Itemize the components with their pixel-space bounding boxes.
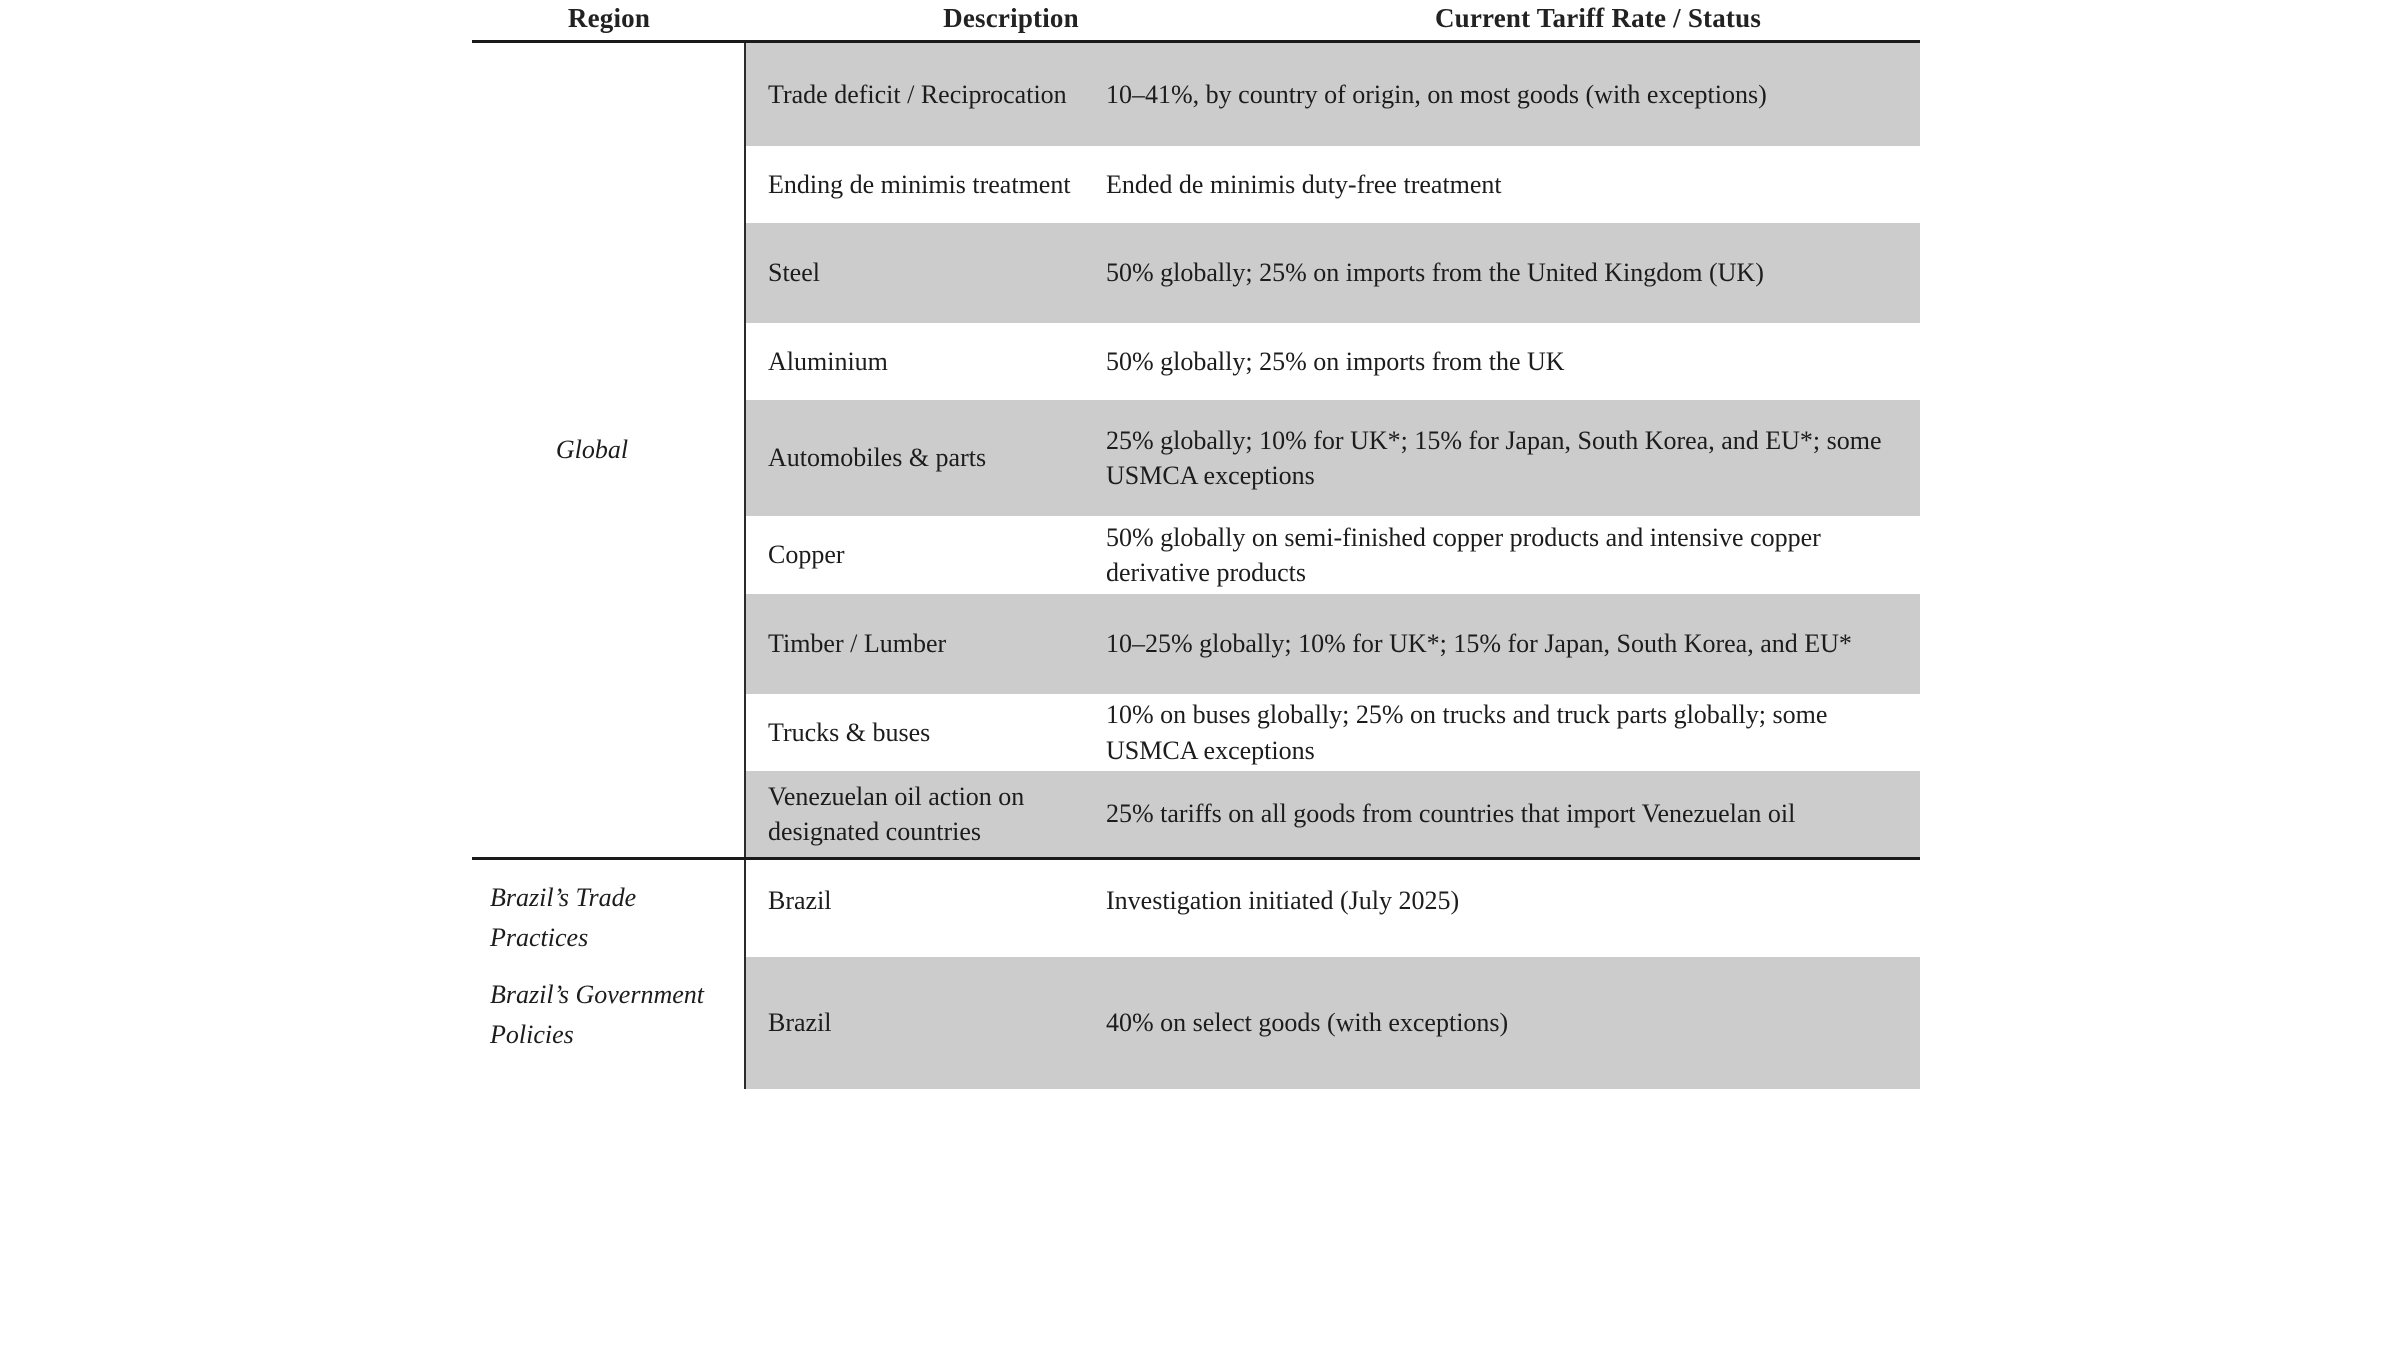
cell-description: Trucks & buses — [768, 717, 931, 747]
table-row[interactable] — [746, 957, 1920, 1089]
table-row[interactable] — [746, 223, 1920, 323]
table-header-row — [472, 0, 1920, 40]
column-header-region: Region — [567, 3, 651, 33]
cell-status: 10% on buses globally; 25% on trucks and truck parts globally; some USMCA exceptions — [1106, 700, 1828, 765]
cell-status: 10–41%, by country of origin, on most goods (with exceptions) — [1106, 79, 1767, 109]
table-row[interactable] — [746, 516, 1920, 594]
region-label-brazil-trade-practices: Brazil’s Trade Practices — [490, 883, 637, 952]
cell-status: 10–25% globally; 10% for UK*; 15% for Japan, South Korea, and EU* — [1106, 629, 1852, 659]
cell-status: 50% globally on semi-finished copper products and intensive copper derivative products — [1106, 522, 1821, 587]
cell-description: Brazil — [768, 886, 832, 916]
table-row[interactable] — [746, 43, 1920, 146]
section-brazil-trade-practices — [472, 860, 1920, 957]
cell-status: 25% globally; 10% for UK*; 15% for Japan, South Korea, and EU*; some USMCA exceptions — [1106, 425, 1882, 490]
cell-status: 50% globally; 25% on imports from the United Kingdom (UK) — [1106, 258, 1764, 288]
cell-status: 25% tariffs on all goods from countries that import Venezuelan oil — [1106, 799, 1796, 829]
region-cell-global — [472, 43, 746, 857]
cell-description: Automobiles & parts — [768, 443, 987, 473]
cell-status: 40% on select goods (with exceptions) — [1106, 1008, 1509, 1038]
cell-description: Steel — [768, 258, 820, 288]
cell-status: Investigation initiated (July 2025) — [1106, 886, 1460, 916]
rows-brazil-trade-practices — [746, 860, 1920, 957]
column-header-status: Current Tariff Rate / Status — [1434, 3, 1762, 33]
cell-status: 50% globally; 25% on imports from the UK — [1106, 346, 1565, 376]
region-cell-brazil-government-policies — [472, 957, 746, 1089]
column-header-description: Description — [943, 3, 1079, 33]
cell-description: Trade deficit / Reciprocation — [768, 79, 1067, 109]
section-brazil-government-policies — [472, 957, 1920, 1089]
cell-status: Ended de minimis duty-free treatment — [1106, 169, 1502, 199]
region-label-global: Global — [555, 435, 629, 465]
table-row[interactable] — [746, 771, 1920, 857]
table-row[interactable] — [746, 694, 1920, 771]
rows-global — [746, 43, 1920, 857]
cell-description: Ending de minimis treatment — [768, 169, 1071, 199]
section-global — [472, 43, 1920, 857]
table-row[interactable] — [746, 594, 1920, 694]
table-row[interactable] — [746, 400, 1920, 516]
cell-description: Venezuelan oil action on designated countries — [768, 781, 1025, 846]
region-cell-brazil-trade-practices — [472, 860, 746, 957]
rows-brazil-government-policies — [746, 957, 1920, 1089]
tariff-table — [472, 0, 1920, 1089]
cell-description: Aluminium — [768, 346, 888, 376]
table-row[interactable] — [746, 323, 1920, 400]
table-row[interactable] — [746, 146, 1920, 223]
cell-description: Copper — [768, 540, 845, 570]
cell-description: Timber / Lumber — [768, 629, 947, 659]
cell-description: Brazil — [768, 1008, 832, 1038]
table-row[interactable] — [746, 860, 1920, 942]
region-label-brazil-government-policies: Brazil’s Government Policies — [490, 980, 705, 1049]
